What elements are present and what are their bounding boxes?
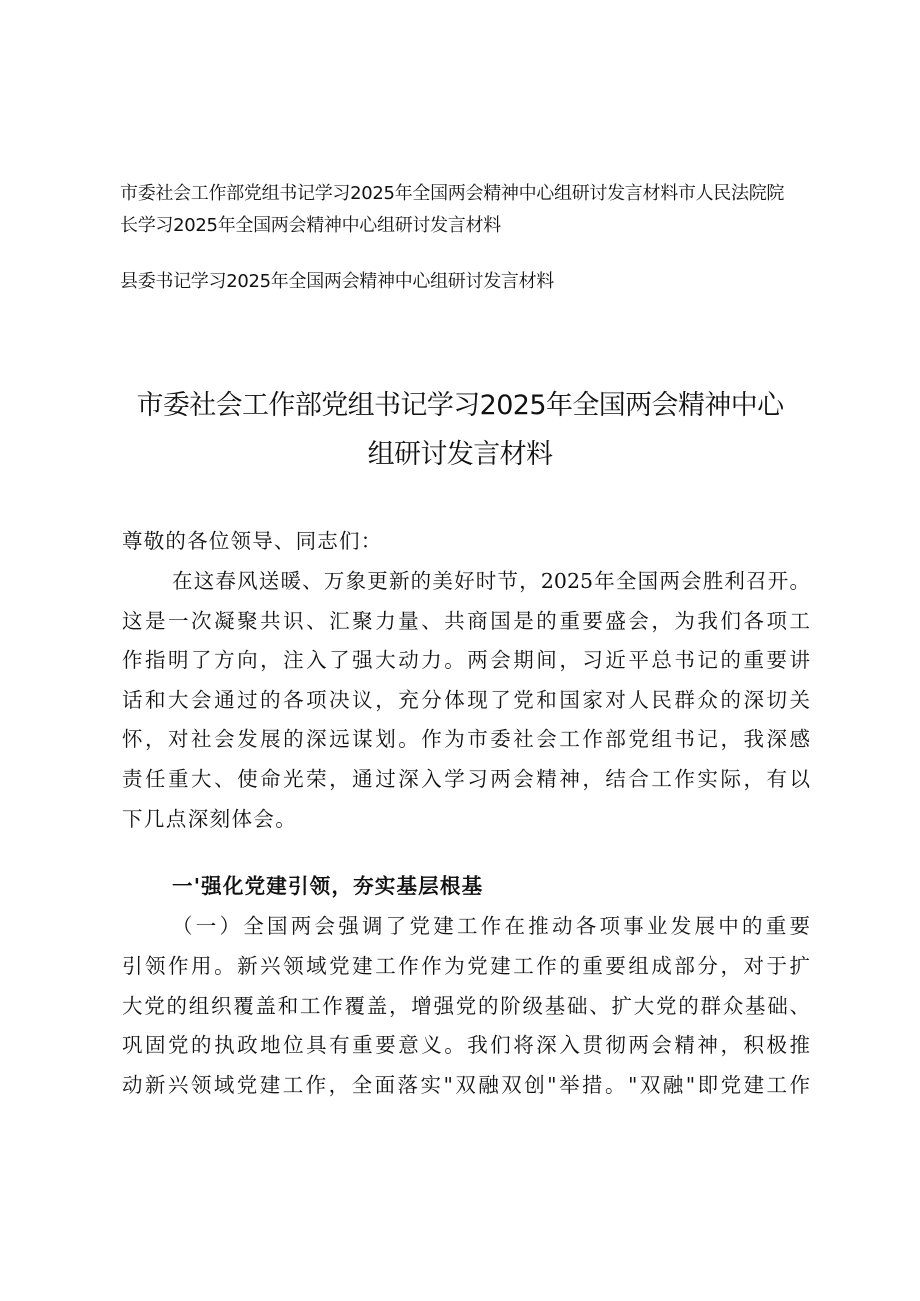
paragraph-2-line: 动新兴领域党建工作，全面落实"双融双创"举措。"双融"即党建工作: [122, 1073, 810, 1097]
article-title-line-2: 组研讨发言材料: [367, 439, 553, 470]
toc-entry-line-2[interactable]: 长学习2025年全国两会精神中心组研讨发言材料: [120, 215, 501, 236]
paragraph-1-line: 责任重大、使命光荣，通过深入学习两会精神，结合工作实际，有以: [122, 767, 810, 791]
paragraph-2-line: 巩固党的执政地位具有重要意义。我们将深入贯彻两会精神，积极推: [122, 1033, 810, 1057]
paragraph-2-line: 引领作用。新兴领域党建工作作为党建工作的重要组成部分，对于扩: [122, 954, 810, 978]
section-1-heading: 一'强化党建引领，夯实基层根基: [172, 874, 484, 898]
article-title-line-1: 市委社会工作部党组书记学习2025年全国两会精神中心: [136, 390, 784, 421]
paragraph-2-line: （一）全国两会强调了党建工作在推动各项事业发展中的重要: [172, 914, 810, 938]
paragraph-1-line: 下几点深刻体会。: [122, 807, 298, 831]
paragraph-1-line: 作指明了方向，注入了强大动力。两会期间，习近平总书记的重要讲: [122, 648, 810, 672]
toc-entry-line-1[interactable]: 市委社会工作部党组书记学习2025年全国两会精神中心组研讨发言材料市人民法院院: [120, 183, 785, 204]
paragraph-1-line: 话和大会通过的各项决议，充分体现了党和国家对人民群众的深切关: [122, 688, 810, 712]
paragraph-1-line: 在这春风送暖、万象更新的美好时节，2025年全国两会胜利召开。: [172, 569, 810, 593]
paragraph-2-line: 大党的组织覆盖和工作覆盖，增强党的阶级基础、扩大党的群众基础、: [122, 994, 810, 1018]
salutation: 尊敬的各位领导、同志们：: [122, 529, 383, 553]
paragraph-1-line: 这是一次凝聚共识、汇聚力量、共商国是的重要盛会，为我们各项工: [122, 609, 810, 633]
toc-entry-line-3[interactable]: 县委书记学习2025年全国两会精神中心组研讨发言材料: [120, 271, 555, 292]
paragraph-1-line: 怀，对社会发展的深远谋划。作为市委社会工作部党组书记，我深感: [122, 727, 810, 751]
